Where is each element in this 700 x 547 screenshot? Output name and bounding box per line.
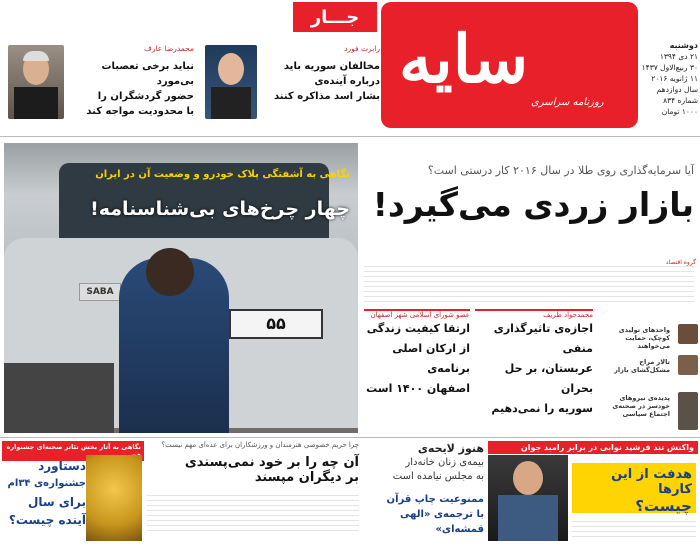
edition-badge: جـــار [293,2,377,32]
issue-price: ۱۰۰۰ تومان [661,107,698,116]
sidebar-item: پدیده‌ی نیروهای خودسر در صحنه‌ی اجتماع سیاسی [612,394,670,418]
privacy-body-text [147,491,359,531]
story-line: به مجلس نیامده است [392,471,484,482]
main-photo [4,143,358,433]
story-kicker: نگاهی به آثار بخش تئاتر صحنه‌ای جشنواره [2,441,144,461]
story-line: عربستان، بر حل بحران [504,362,593,395]
teaser-line: درباره آینده‌ی [314,76,380,87]
reaction-photo [488,455,568,541]
story-line: با ترجمه‌ی «الهی قمشه‌ای» [400,509,484,535]
issue-date-fa: ۲۱ دی ۱۳۹۴ [659,52,698,61]
teaser-line: حضور گردشگران را [97,91,194,102]
issue-info [640,40,698,117]
person-head [146,248,194,296]
story-title: آن چه را بر خود نمی‌پسندی [184,455,359,470]
divider [0,437,700,438]
newspaper-logo: سایه [399,20,529,98]
issue-year: سال دوازدهم [656,85,698,94]
lead-question: آیا سرمایه‌گذاری روی طلا در سال ۲۰۱۶ کار درستی است؟ [427,164,694,177]
theater-mask-image [86,455,142,541]
reaction-story [488,441,698,541]
divider [0,136,700,137]
sidebar-thumb [678,324,698,344]
teaser-ford [260,44,380,104]
teaser-line: مخالفان سوریه باید [283,61,380,72]
newspaper-subtitle: روزنامه سراسری [531,97,604,108]
story-line: ممنوعیت چاپ قرآن [386,494,484,505]
story-line: ارتقا کیفیت زندگی [366,322,470,335]
story-line: سوریه را نمی‌دهیم [491,402,593,415]
lead-headline: بازار زردی می‌گیرد! [372,185,694,224]
teaser-author: رابرت فورد [344,44,380,53]
sidebar-item: واحدهای تولیدی کوچک، حمایت می‌خواهند [618,326,670,350]
sidebar-thumb [678,355,698,375]
neighbor-car [4,363,114,433]
section-label: گروه اقتصاد [665,259,696,266]
reaction-title-box [572,463,696,513]
issue-date-hijri: ۳۰ ربیع‌الاول ۱۴۳۷ [641,63,698,72]
teaser-line: نباید برخی تعصبات بی‌مورد [101,61,194,87]
photo-kicker: نگاهی به آشفتگی پلاک خودرو و وضعیت آن در ایران [95,169,350,180]
reaction-title: هدفت از این کارها [611,467,692,497]
privacy-story [147,441,359,541]
photo-title: چهار چرخ‌های بی‌شناسنامه! [90,198,350,220]
story-line: هنوز لایحه‌ی [417,442,484,455]
sidebar-item: تالار مراح مشکل‌گشای بازار [614,358,670,374]
teaser-author: محمدرضا عارف [144,44,194,53]
teaser-line: با محدودیت مواجه کند [86,106,194,117]
teaser-line: بشار اسد مذاکره کنند [273,91,380,102]
issue-day: دوشنبه [669,41,698,50]
issue-number: شماره ۸۳۴ [663,96,698,105]
teaser-aref [66,44,194,119]
story-line: اصفهان ۱۴۰۰ است [366,382,470,395]
story-zarif [475,311,593,419]
festival-title-line: جشنواره‌ی ۳۴ام [7,478,86,489]
teaser-photo-ford [205,45,257,119]
women-insurance-story [364,441,484,541]
license-plate: ۵۵ [229,309,323,339]
festival-title-line: دستاورد [38,459,86,473]
story-kicker: عضو شورای اسلامی شهر اصفهان [370,311,470,319]
car-brand-badge: SABA [79,283,121,301]
reaction-body-text [572,517,696,541]
story-line: بیمه‌ی زنان خانه‌دار [405,457,484,468]
story-line: اجازه‌ی تاثیرگذاری منفی [493,322,593,355]
story-kicker: چرا حریم خصوصی هنرمندان و ورزشکاران برای عده‌ای مهم نیست؟ [161,441,359,449]
reaction-title: چیست؟ [635,497,692,515]
sidebar-thumb [678,392,698,430]
teaser-photo-aref [8,45,64,119]
reaction-kicker: واکنش تند فرشید نوابی در برابر رامبد جوان [488,441,698,454]
issue-date-gregorian: ۱۱ ژانویه ۲۰۱۶ [651,74,698,83]
story-kicker: محمدجواد ظریف [543,311,593,319]
festival-title [4,457,86,529]
story-title: بر دیگران مپسند [254,470,359,485]
masthead [381,2,638,128]
festival-title-line: برای سال [28,495,86,509]
story-isfahan [364,311,470,399]
story-line: از ارکان اصلی برنامه‌ی [392,342,470,375]
festival-story [2,441,144,543]
festival-title-line: آینده چیست؟ [8,513,86,527]
